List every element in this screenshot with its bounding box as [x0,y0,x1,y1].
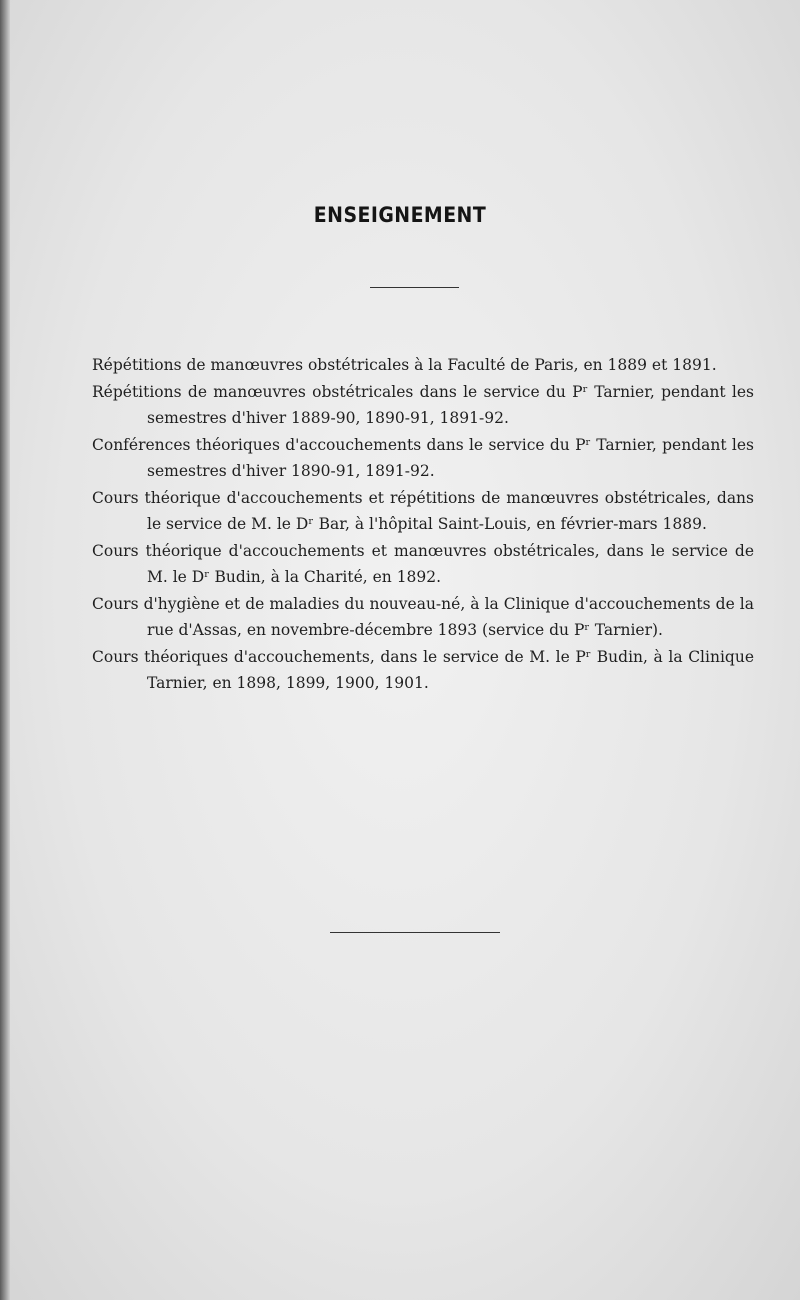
list-item: Cours théorique d'accouchements et répétitions de manœuvres obstétricales, dans le service de M. le Dʳ Bar, à l'hôpital Saint-Louis, en février-mars 1889. [92,488,754,533]
list-item: Conférences théoriques d'accouchements dans le service du Pʳ Tarnier, pendant les semestres d'hiver 1890-91, 1891-92. [92,435,754,480]
list-item: Cours d'hygiène et de maladies du nouveau-né, à la Clinique d'accouchements de la rue d'Assas, en novembre-décembre 1893 (service du Pʳ Tarnier). [92,594,754,639]
title-divider [370,287,459,288]
list-item: Répétitions de manœuvres obstétricales à la Faculté de Paris, en 1889 et 1891. [92,356,717,374]
list-item: Cours théoriques d'accouchements, dans le service de M. le Pʳ Budin, à la Clinique Tarnier, en 1898, 1899, 1900, 1901. [92,647,754,692]
list-item: Cours théorique d'accouchements et manœuvres obstétricales, dans le service de M. le Dʳ Budin, à la Charité, en 1892. [92,541,754,586]
page-title: ENSEIGNEMENT [313,203,487,227]
teaching-list [92,352,754,697]
end-divider [330,932,500,933]
list-item: Répétitions de manœuvres obstétricales dans le service du Pʳ Tarnier, pendant les semestres d'hiver 1889-90, 1890-91, 1891-92. [92,382,754,427]
